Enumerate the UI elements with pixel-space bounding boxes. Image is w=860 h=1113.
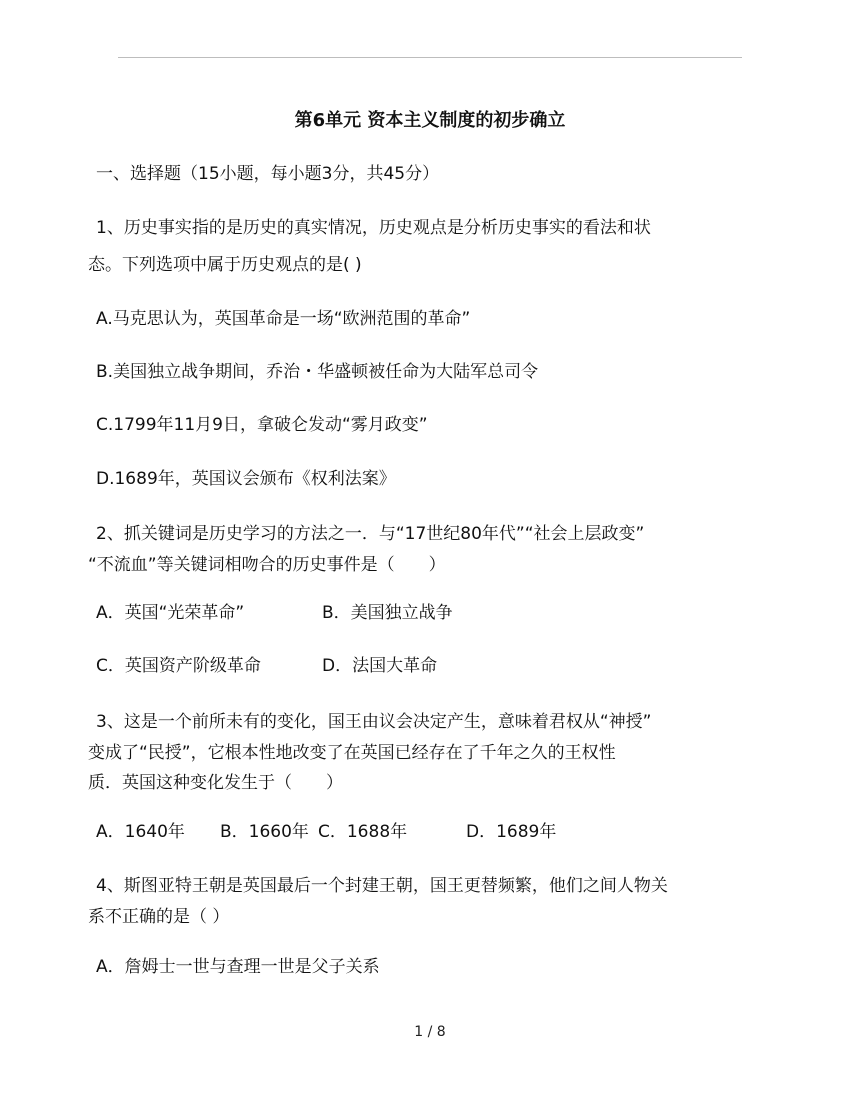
section-heading: 一、选择题（15小题，每小题3分，共45分） (96, 164, 440, 184)
option-d: D．1689年 (466, 822, 557, 842)
option-a: A.马克思认为，英国革命是一场“欧洲范围的革命” (96, 309, 471, 329)
question-stem-line: 2、抓关键词是历史学习的方法之一．与“17世纪80年代”“社会上层政变” (96, 524, 645, 544)
question-stem-line: 3、这是一个前所未有的变化，国王由议会决定产生，意味着君权从“神授” (96, 712, 652, 732)
option-b: B．美国独立战争 (322, 603, 453, 623)
option-b: B．1660年 (220, 822, 309, 842)
option-d: D.1689年，英国议会颁布《权利法案》 (96, 469, 396, 489)
document-title: 第6单元 资本主义制度的初步确立 (294, 110, 566, 131)
option-a: A．1640年 (96, 822, 185, 842)
question-stem-line: 1、历史事实指的是历史的真实情况，历史观点是分析历史事实的看法和状 (96, 218, 651, 238)
option-c: C．英国资产阶级革命 (96, 656, 261, 676)
question-stem-line: 态。下列选项中属于历史观点的是( ) (88, 255, 362, 275)
option-a: A．詹姆士一世与查理一世是父子关系 (96, 957, 380, 977)
option-c: C．1688年 (318, 822, 408, 842)
question-stem-line: “不流血”等关键词相吻合的历史事件是（ ） (88, 555, 446, 575)
option-b: B.美国独立战争期间，乔治・华盛顿被任命为大陆军总司令 (96, 362, 539, 382)
question-stem-line: 系不正确的是（ ） (88, 907, 230, 927)
question-stem-line: 变成了“民授”，它根本性地改变了在英国已经存在了千年之久的王权性 (88, 743, 616, 763)
page-indicator: 1 / 8 (414, 1024, 446, 1040)
option-d: D．法国大革命 (322, 656, 438, 676)
option-a: A．英国“光荣革命” (96, 603, 245, 623)
question-stem-line: 4、斯图亚特王朝是英国最后一个封建王朝，国王更替频繁，他们之间人物关 (96, 876, 668, 896)
header-rule (118, 57, 742, 58)
question-stem-line: 质．英国这种变化发生于（ ） (88, 773, 343, 793)
option-c: C.1799年11月9日，拿破仑发动“雾月政变” (96, 415, 428, 435)
